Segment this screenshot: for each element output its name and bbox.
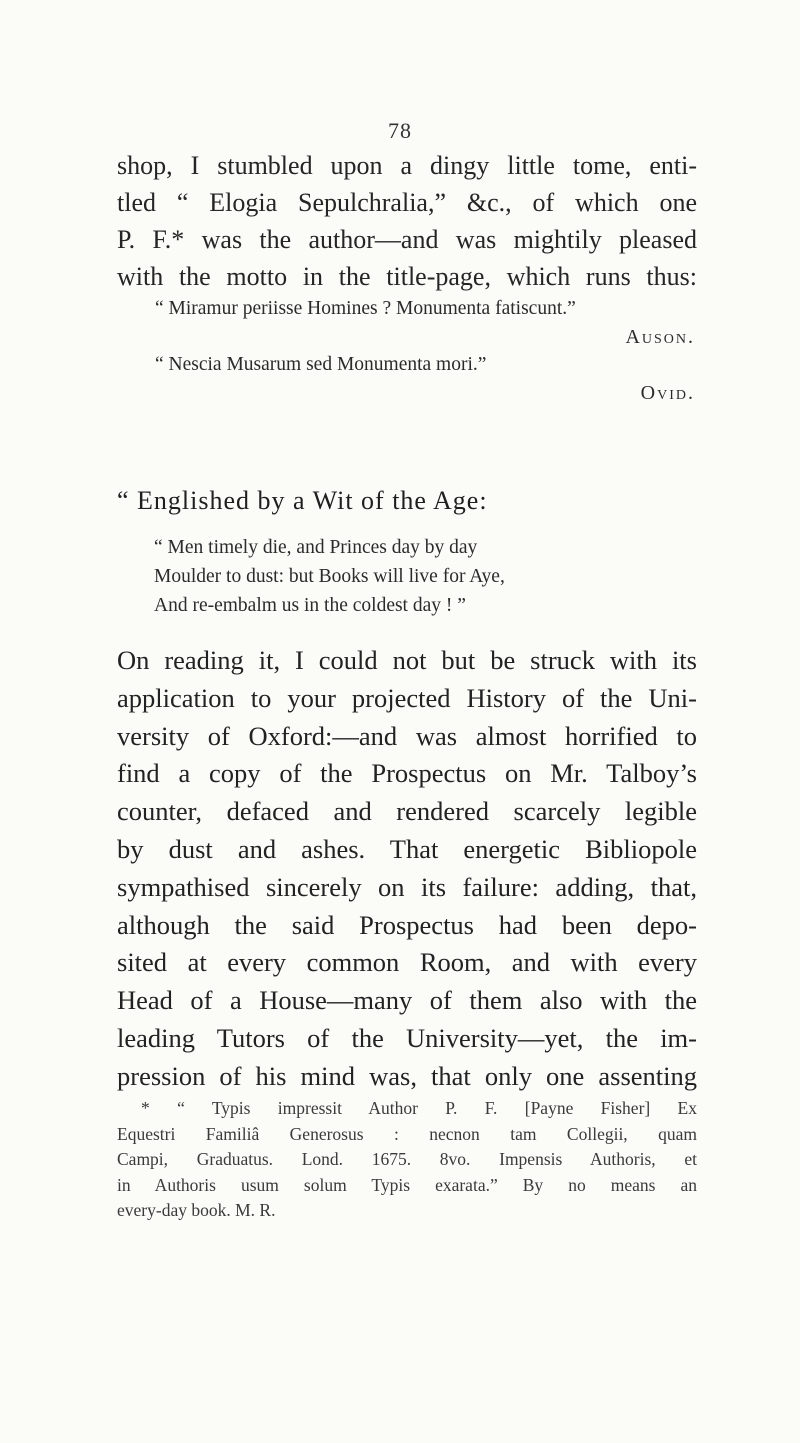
main-paragraph — [117, 642, 697, 1096]
verse-line: Moulder to dust: but Books will live for Aye, — [154, 566, 505, 587]
verse-translation — [154, 533, 714, 620]
motto-line: “ Nescia Musarum sed Monumenta mori.” — [155, 354, 487, 375]
page-number: 78 — [388, 118, 412, 143]
verse-line: “ Men timely die, and Princes day by day — [154, 537, 478, 558]
text-line: counter, defaced and rendered scarcely legible — [117, 796, 697, 827]
text-line: leading Tutors of the University—yet, the im- — [117, 1022, 697, 1053]
text-line: pression of his mind was, that only one assenting — [117, 1060, 697, 1091]
text-line: P. F.* was the author—and was mightily pleased — [117, 225, 697, 254]
verse-line: And re-embalm us in the coldest day ! ” — [154, 595, 466, 616]
motto-line: “ Miramur periisse Homines ? Monumenta fatiscunt.” — [155, 298, 576, 319]
opening-paragraph — [117, 147, 697, 295]
motto-attribution: Auson. — [625, 326, 695, 348]
text-line: tled “ Elogia Sepulchralia,” &c., of which one — [117, 188, 697, 217]
title-page-motto — [117, 295, 697, 407]
text-line: although the said Prospectus had been depo- — [117, 909, 697, 940]
footnote-line: in Authoris usum solum Typis exarata.” By no means an — [117, 1174, 697, 1195]
footnote-line: every-day book. M. R. — [117, 1200, 276, 1220]
footnote — [117, 1096, 697, 1224]
text-line: shop, I stumbled upon a dingy little tome, enti- — [117, 151, 697, 180]
text-line: On reading it, I could not but be struck with its — [117, 645, 697, 675]
text-line: application to your projected History of the Uni- — [117, 682, 697, 713]
text-line: by dust and ashes. That energetic Bibliopole — [117, 833, 697, 864]
motto-attribution: Ovid. — [640, 382, 695, 404]
englished-heading: “ Englished by a Wit of the Age: — [117, 486, 488, 515]
text-line: Head of a House—many of them also with the — [117, 985, 697, 1016]
text-line: find a copy of the Prospectus on Mr. Talboy’s — [117, 758, 697, 789]
footnote-line: Campi, Graduatus. Lond. 1675. 8vo. Impensis Authoris, et — [117, 1149, 697, 1169]
text-line: sympathised sincerely on its failure: adding, that, — [117, 871, 697, 902]
footnote-line: Equestri Familiâ Generosus : necnon tam Collegii, quam — [117, 1123, 697, 1144]
text-line: versity of Oxford:—and was almost horrified to — [117, 720, 697, 751]
text-line: sited at every common Room, and with every — [117, 947, 697, 978]
footnote-line: * “ Typis impressit Author P. F. [Payne Fisher] Ex — [141, 1098, 697, 1118]
text-line: with the motto in the title-page, which runs thus: — [117, 262, 697, 291]
